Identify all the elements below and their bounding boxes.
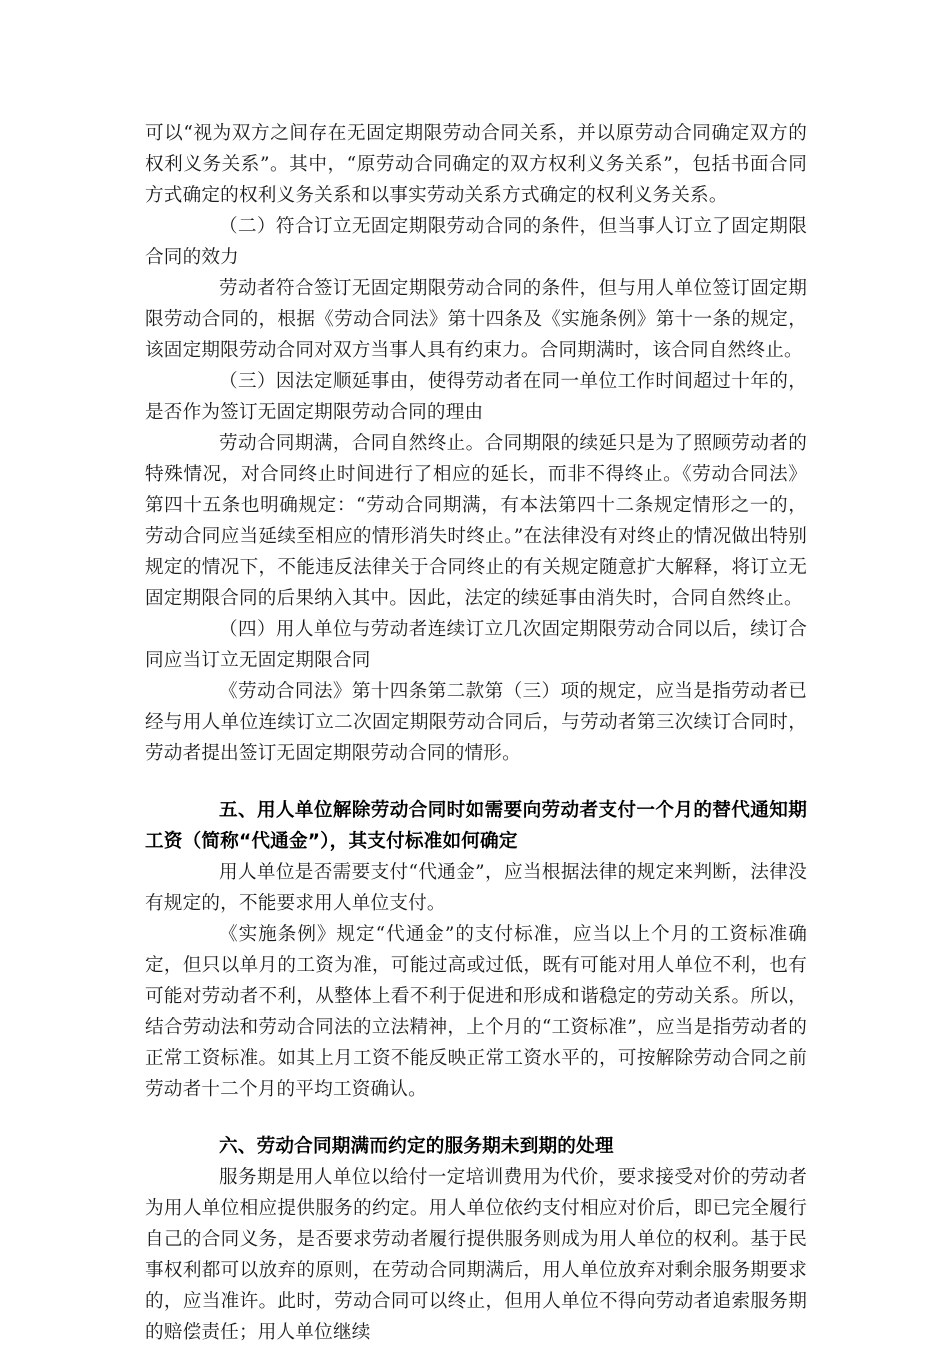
subheading-3: （三）因法定顺延事由，使得劳动者在同一单位工作时间超过十年的，是否作为签订无固定期限劳动合同的理由 <box>145 371 807 423</box>
section-gap <box>145 769 807 795</box>
subheading-2: （二）符合订立无固定期限劳动合同的条件，但当事人订立了固定期限合同的效力 <box>145 216 807 268</box>
section-heading-5: 五、用人单位解除劳动合同时如需要向劳动者支付一个月的替代通知期工资（简称“代通金”），其支付标准如何确定 <box>145 800 807 852</box>
paragraph: 《劳动合同法》第十四条第二款第（三）项的规定，应当是指劳动者已经与用人单位连续订立二次固定期限劳动合同后，与劳动者第三次续订合同时，劳动者提出签订无固定期限劳动合同的情形。 <box>145 681 807 764</box>
paragraph: 《实施条例》规定“代通金”的支付标准，应当以上个月的工资标准确定，但只以单月的工资为准，可能过高或过低，既有可能对用人单位不利，也有可能对劳动者不利，从整体上看不利于促进和形成和谐稳定的劳动关系。所以，结合劳动法和劳动合同法的立法精神，上个月的“工资标准”，应当是指劳动者的正常工资标准。如其上月工资不能反映正常工资水平的，可按解除劳动合同之前劳动者十二个月的平均工资确认。 <box>145 924 807 1100</box>
section-heading-6: 六、劳动合同期满而约定的服务期未到期的处理 <box>219 1136 614 1157</box>
paragraph: 服务期是用人单位以给付一定培训费用为代价，要求接受对价的劳动者为用人单位相应提供服务的约定。用人单位依约支付相应对价后，即已完全履行自己的合同义务，是否要求劳动者履行提供服务则成为用人单位的权利。基于民事权利都可以放弃的原则，在劳动合同期满后，用人单位放弃对剩余服务期要求的，应当准许。此时，劳动合同可以终止，但用人单位不得向劳动者追索服务期的赔偿责任；用人单位继续 <box>145 1167 807 1343</box>
document-body <box>145 118 807 1348</box>
paragraph: 劳动者符合签订无固定期限劳动合同的条件，但与用人单位签订固定期限劳动合同的，根据《劳动合同法》第十四条及《实施条例》第十一条的规定，该固定期限劳动合同对双方当事人具有约束力。合同期满时，该合同自然终止。 <box>145 278 807 361</box>
paragraph: 用人单位是否需要支付“代通金”，应当根据法律的规定来判断，法律没有规定的，不能要求用人单位支付。 <box>145 862 807 914</box>
section-gap <box>145 1105 807 1131</box>
subheading-4: （四）用人单位与劳动者连续订立几次固定期限劳动合同以后，续订合同应当订立无固定期限合同 <box>145 619 807 671</box>
paragraph: 可以“视为双方之间存在无固定期限劳动合同关系，并以原劳动合同确定双方的权利义务关系”。其中，“原劳动合同确定的双方权利义务关系”，包括书面合同方式确定的权利义务关系和以事实劳动关系方式确定的权利义务关系。 <box>145 123 807 206</box>
paragraph: 劳动合同期满，合同自然终止。合同期限的续延只是为了照顾劳动者的特殊情况，对合同终止时间进行了相应的延长，而非不得终止。《劳动合同法》第四十五条也明确规定：“劳动合同期满，有本法第四十二条规定情形之一的，劳动合同应当延续至相应的情形消失时终止。”在法律没有对终止的情况做出特别规定的情况下，不能违反法律关于合同终止的有关规定随意扩大解释，将订立无固定期限合同的后果纳入其中。因此，法定的续延事由消失时，合同自然终止。 <box>145 433 807 609</box>
